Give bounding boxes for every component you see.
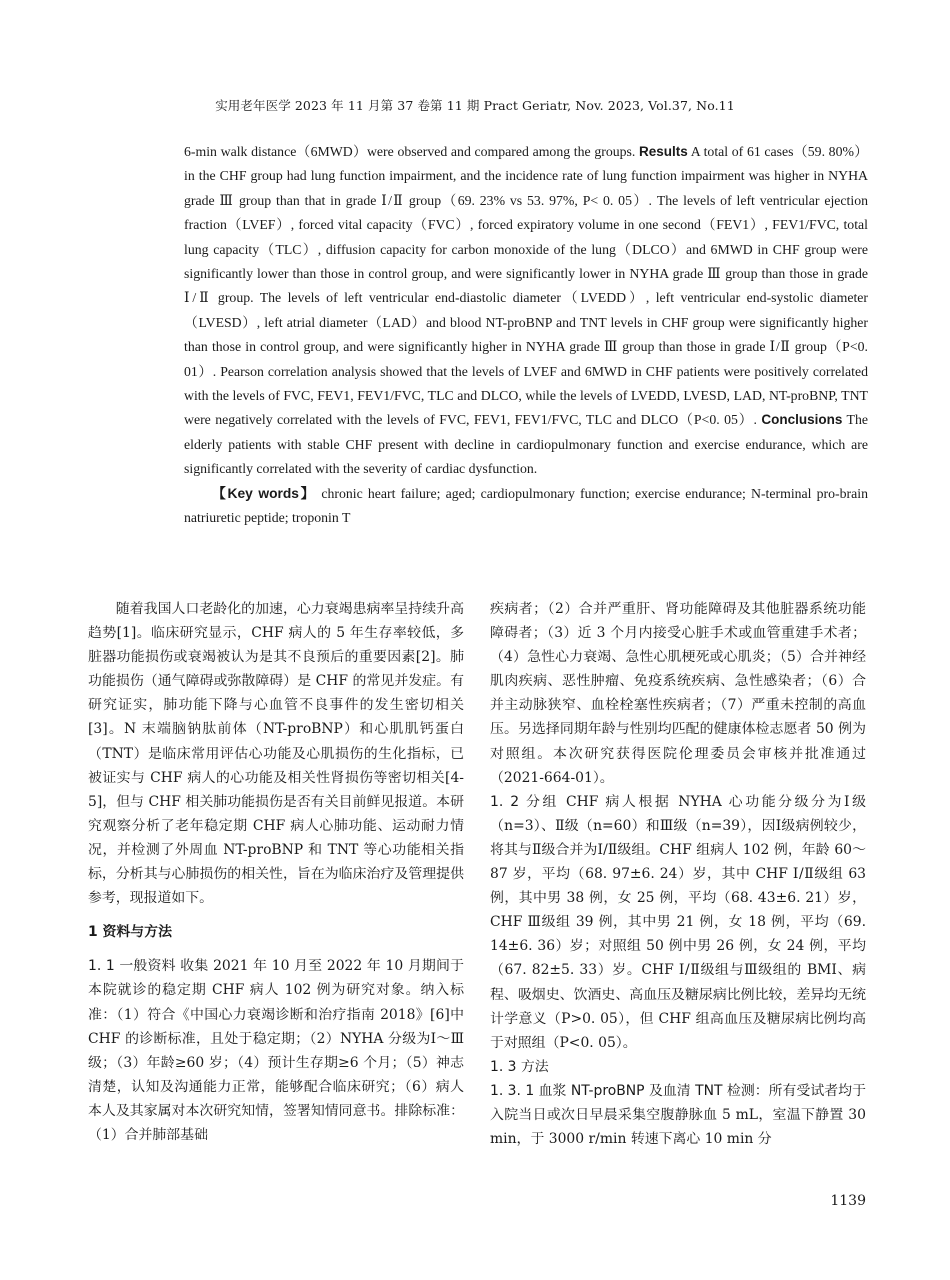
subsection-1-2-text: CHF 病人根据 NYHA 心功能分级分为Ⅰ级（n=3）、Ⅱ级（n=60）和Ⅲ级（n=39），因Ⅰ级病例较少，将其与Ⅱ级合并为Ⅰ/Ⅱ级组。CHF 组病人 102 例，年龄 60～87 岁，平均（68. 97±6. 24）岁，其中 CHF Ⅰ/Ⅱ级组 63 例，其中男 38 例，女 25 例，平均（68. 43±6. 21）岁，CHF Ⅲ级组 39 例，其中男 21 例，女 18 例，平均（69. 14±6. 36）岁；对照组 50 例中男 26 例，女 24 例，平均（67. 82±5. 33）岁。CHF Ⅰ/Ⅱ级组与Ⅲ级组的 BMI、病程、吸烟史、饮酒史、高血压及糖尿病比例比较，差异均无统计学意义（P>0. 05），但 CHF 组高血压及糖尿病比例均高于对照组（P<0. 05）。 (490, 793, 867, 1051)
introduction-paragraph: 随着我国人口老龄化的加速，心力衰竭患病率呈持续升高趋势[1]。临床研究显示，CHF 病人的 5 年生存率较低，多脏器功能损伤或衰竭被认为是其不良预后的重要因素[2]。肺功能损伤（通气障碍或弥散障碍）是 CHF 的常见并发症。有研究证实，肺功能下降与心血管不良事件的发生密切相关[3]。N 末端脑钠肽前体（NT-proBNP）和心肌肌钙蛋白（TNT）是临床常用评估心功能及心肌损伤的生化指标，已被证实与 CHF 病人的心功能及相关性肾损伤等密切相关[4-5]，但与 CHF 相关肺功能损伤是否有关目前鲜见报道。本研究观察分析了老年稳定期 CHF 病人心肺功能、运动耐力情况，并检测了外周血 NT-proBNP 和 TNT 等心功能相关指标，分析其与心肺损伤的相关性，旨在为临床治疗及管理提供参考，现报道如下。 (88, 601, 464, 907)
section-title-materials-methods: 1 资料与方法 (88, 924, 172, 941)
subsection-1-1 (88, 954, 464, 1147)
keywords-label: 【Key words】 (212, 485, 317, 501)
keywords-line (184, 482, 868, 531)
conclusions-label: Conclusions (761, 412, 843, 428)
subsection-1-1-text: 收集 2021 年 10 月至 2022 年 10 月期间于本院就诊的稳定期 CHF 病人 102 例为研究对象。纳入标准：（1）符合《中国心力衰竭诊断和治疗指南 2018》[6]中 CHF 的诊断标准，且处于稳定期；（2）NYHA 分级为Ⅰ～Ⅲ级；（3）年龄≥60 岁；（4）预计生存期≥6 个月；（5）神志清楚，认知及沟通能力正常，能够配合临床研究；（6）病人本人及其家属对本次研究知情，签署知情同意书。排除标准：（1）合并肺部基础 (88, 958, 464, 1143)
english-abstract (184, 140, 868, 531)
abstract-text-methods-end: 6-min walk distance（6MWD）were observed and compared among the groups. (184, 144, 640, 159)
abstract-results-text: A total of 61 cases（59. 80%）in the CHF group had lung function impairment, and the incidence rate of lung function impairment was higher in NYHA grade Ⅲ group than that in grade Ⅰ/Ⅱ group（69. 23% vs 53. 97%, P< 0. 05）. The levels of left ventricular ejection fraction（LVEF）, forced vital capacity（FVC）, forced expiratory volume in one second（FEV1）, FEV1/FVC, total lung capacity（TLC）, diffusion capacity for carbon monoxide of the lung（DLCO）and 6MWD in CHF group were significantly lower than those in control group, and were significantly lower in NYHA grade Ⅲ group than those in grade Ⅰ/Ⅱ group. The levels of left ventricular end-diastolic diameter（LVEDD）, left ventricular end-systolic diameter（LVESD）, left atrial diameter（LAD）and blood NT-proBNP and TNT levels in CHF group were significantly higher than those in control group, and were significantly higher in NYHA grade Ⅲ group than those in grade Ⅰ/Ⅱ group（P<0. 01）. Pearson correlation analysis showed that the levels of LVEF and 6MWD in CHF patients were positively correlated with the levels of FVC, FEV1, FEV1/FVC, TLC and DLCO, while the levels of LVEDD, LVESD, LAD, NT-proBNP, TNT were negatively correlated with the levels of FVC, FEV1, FEV1/FVC, TLC and DLCO（P<0. 05）. (184, 144, 868, 428)
subsection-1-3-1 (490, 1079, 866, 1151)
abstract-results-paragraph (184, 140, 868, 482)
running-header: 实用老年医学 2023 年 11 月第 37 卷第 11 期 Pract Geriatr, Nov. 2023, Vol.37, No.11 (215, 98, 735, 113)
subsection-1-2-heading: 1. 2 分组 (490, 793, 560, 810)
subsection-1-3-heading: 1. 3 方法 (490, 1058, 549, 1075)
subsection-1-2 (490, 790, 866, 1055)
subsection-1-3-1-heading: 1. 3. 1 血浆 NT-proBNP 及血清 TNT 检测 (490, 1082, 755, 1099)
left-column (88, 597, 464, 1147)
keywords-text: chronic heart failure; aged; cardiopulmonary function; exercise endurance; N-terminal pro-brain natriuretic peptide; troponin T (184, 485, 868, 526)
right-column (490, 597, 866, 1151)
subsection-1-1-heading: 1. 1 一般资料 (88, 958, 176, 975)
abstract-conclusions-text: The elderly patients with stable CHF present with decline in cardiopulmonary function and exercise endurance, which are significantly correlated with the severity of cardiac dysfunction. (184, 412, 868, 477)
exclusion-criteria-paragraph: 疾病者；（2）合并严重肝、肾功能障碍及其他脏器系统功能障碍者；（3）近 3 个月内接受心脏手术或血管重建手术者；（4）急性心力衰竭、急性心肌梗死或心肌炎；（5）合并神经肌肉疾病、恶性肿瘤、免疫系统疾病、急性感染者；（6）合并主动脉狭窄、血栓栓塞性疾病者；（7）严重未控制的高血压。另选择同期年龄与性别均匹配的健康体检志愿者 50 例为对照组。本次研究获得医院伦理委员会审核并批准通过（2021-664-01）。 (490, 601, 866, 786)
page-number: 1139 (830, 1193, 866, 1209)
results-label: Results (639, 144, 688, 159)
subsection-1-3-1-text: ：所有受试者均于入院当日或次日早晨采集空腹静脉血 5 mL，室温下静置 30 min，于 3000 r/min 转速下离心 10 min 分 (490, 1082, 866, 1148)
